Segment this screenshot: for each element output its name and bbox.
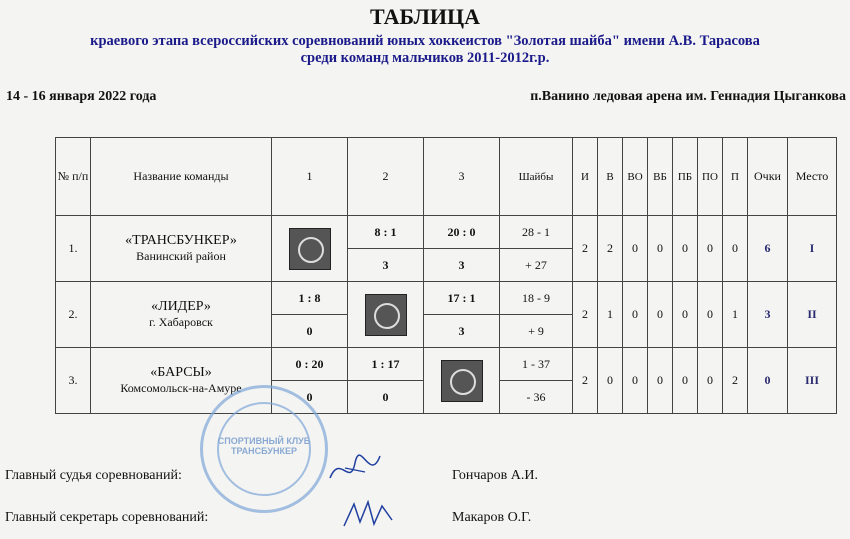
event-venue: п.Ванино ледовая арена им. Геннадия Цыганкова <box>530 89 846 104</box>
match-score: 8 : 1 <box>348 216 424 249</box>
match-score: 17 : 1 <box>424 282 500 315</box>
hockey-emblem-icon <box>441 360 483 402</box>
points: 3 <box>748 282 788 348</box>
header-so-losses: ПБ <box>673 138 698 216</box>
team-city: Комсомольск-на-Амуре <box>120 381 242 395</box>
team-number: 3. <box>56 348 91 414</box>
match-score: 0 : 20 <box>272 348 348 381</box>
ot-wins-count: 0 <box>623 282 648 348</box>
subtitle-line-2: среди команд мальчиков 2011-2012г.р. <box>300 50 550 66</box>
header-col-2: 2 <box>348 138 424 216</box>
ot-losses-count: 0 <box>698 216 723 282</box>
ot-losses-count: 0 <box>698 348 723 414</box>
goals-for-against: 1 - 37 <box>500 348 573 381</box>
secretary-signature <box>340 496 400 534</box>
match-points: 0 <box>348 381 424 414</box>
self-cell <box>424 348 500 414</box>
table-row <box>56 216 837 249</box>
document-subtitle <box>0 33 850 67</box>
place: I <box>788 216 837 282</box>
match-points: 0 <box>272 381 348 414</box>
so-losses-count: 0 <box>673 348 698 414</box>
team-number: 2. <box>56 282 91 348</box>
goal-difference: + 27 <box>500 249 573 282</box>
match-points: 0 <box>272 315 348 348</box>
team-name: «ЛИДЕР» <box>151 299 211 314</box>
goal-difference: - 36 <box>500 381 573 414</box>
team-name-cell <box>91 216 272 282</box>
so-wins-count: 0 <box>648 348 673 414</box>
games-count: 2 <box>573 348 598 414</box>
so-losses-count: 0 <box>673 282 698 348</box>
header-so-wins: ВБ <box>648 138 673 216</box>
match-score: 1 : 8 <box>272 282 348 315</box>
points: 0 <box>748 348 788 414</box>
match-score: 20 : 0 <box>424 216 500 249</box>
so-wins-count: 0 <box>648 216 673 282</box>
table-row <box>56 282 837 315</box>
team-city: г. Хабаровск <box>149 315 213 329</box>
header-ot-wins: ВО <box>623 138 648 216</box>
judge-signature <box>325 448 385 490</box>
losses-count: 0 <box>723 216 748 282</box>
header-games: И <box>573 138 598 216</box>
subtitle-line-1: краевого этапа всероссийских соревнований юных хоккеистов "Золотая шайба" имени А.В. Тарасова <box>90 33 760 49</box>
header-wins: В <box>598 138 623 216</box>
table-row <box>56 348 837 381</box>
wins-count: 1 <box>598 282 623 348</box>
match-score: 1 : 17 <box>348 348 424 381</box>
team-name: «ТРАНСБУНКЕР» <box>125 233 237 248</box>
hockey-emblem-icon <box>289 228 331 270</box>
goals-for-against: 18 - 9 <box>500 282 573 315</box>
self-cell <box>272 216 348 282</box>
team-number: 1. <box>56 216 91 282</box>
header-team: Название команды <box>91 138 272 216</box>
ot-wins-count: 0 <box>623 348 648 414</box>
header-place: Место <box>788 138 837 216</box>
goal-difference: + 9 <box>500 315 573 348</box>
table-header-row <box>56 138 837 216</box>
stamp-text: СПОРТИВНЫЙ КЛУБ ТРАНСБУНКЕР <box>217 436 311 456</box>
event-date: 14 - 16 января 2022 года <box>6 89 157 104</box>
games-count: 2 <box>573 282 598 348</box>
place: III <box>788 348 837 414</box>
wins-count: 2 <box>598 216 623 282</box>
team-name: «БАРСЫ» <box>150 365 212 380</box>
hockey-emblem-icon <box>365 294 407 336</box>
secretary-name: Макаров О.Г. <box>452 510 532 525</box>
judge-name: Гончаров А.И. <box>452 468 538 483</box>
points: 6 <box>748 216 788 282</box>
header-num: № п/п <box>56 138 91 216</box>
club-stamp <box>200 385 328 513</box>
judge-label: Главный судья соревнований: <box>5 468 182 483</box>
so-wins-count: 0 <box>648 282 673 348</box>
match-points: 3 <box>348 249 424 282</box>
header-col-3: 3 <box>424 138 500 216</box>
losses-count: 2 <box>723 348 748 414</box>
header-pucks: Шайбы <box>500 138 573 216</box>
team-name-cell <box>91 282 272 348</box>
team-city: Ванинский район <box>136 249 226 263</box>
header-col-1: 1 <box>272 138 348 216</box>
standings-table <box>55 137 837 414</box>
secretary-label: Главный секретарь соревнований: <box>5 510 209 525</box>
wins-count: 0 <box>598 348 623 414</box>
ot-losses-count: 0 <box>698 282 723 348</box>
match-points: 3 <box>424 249 500 282</box>
so-losses-count: 0 <box>673 216 698 282</box>
place: II <box>788 282 837 348</box>
games-count: 2 <box>573 216 598 282</box>
ot-wins-count: 0 <box>623 216 648 282</box>
goals-for-against: 28 - 1 <box>500 216 573 249</box>
document-title: ТАБЛИЦА <box>370 4 480 29</box>
header-losses: П <box>723 138 748 216</box>
header-points: Очки <box>748 138 788 216</box>
match-points: 3 <box>424 315 500 348</box>
losses-count: 1 <box>723 282 748 348</box>
header-ot-losses: ПО <box>698 138 723 216</box>
self-cell <box>348 282 424 348</box>
